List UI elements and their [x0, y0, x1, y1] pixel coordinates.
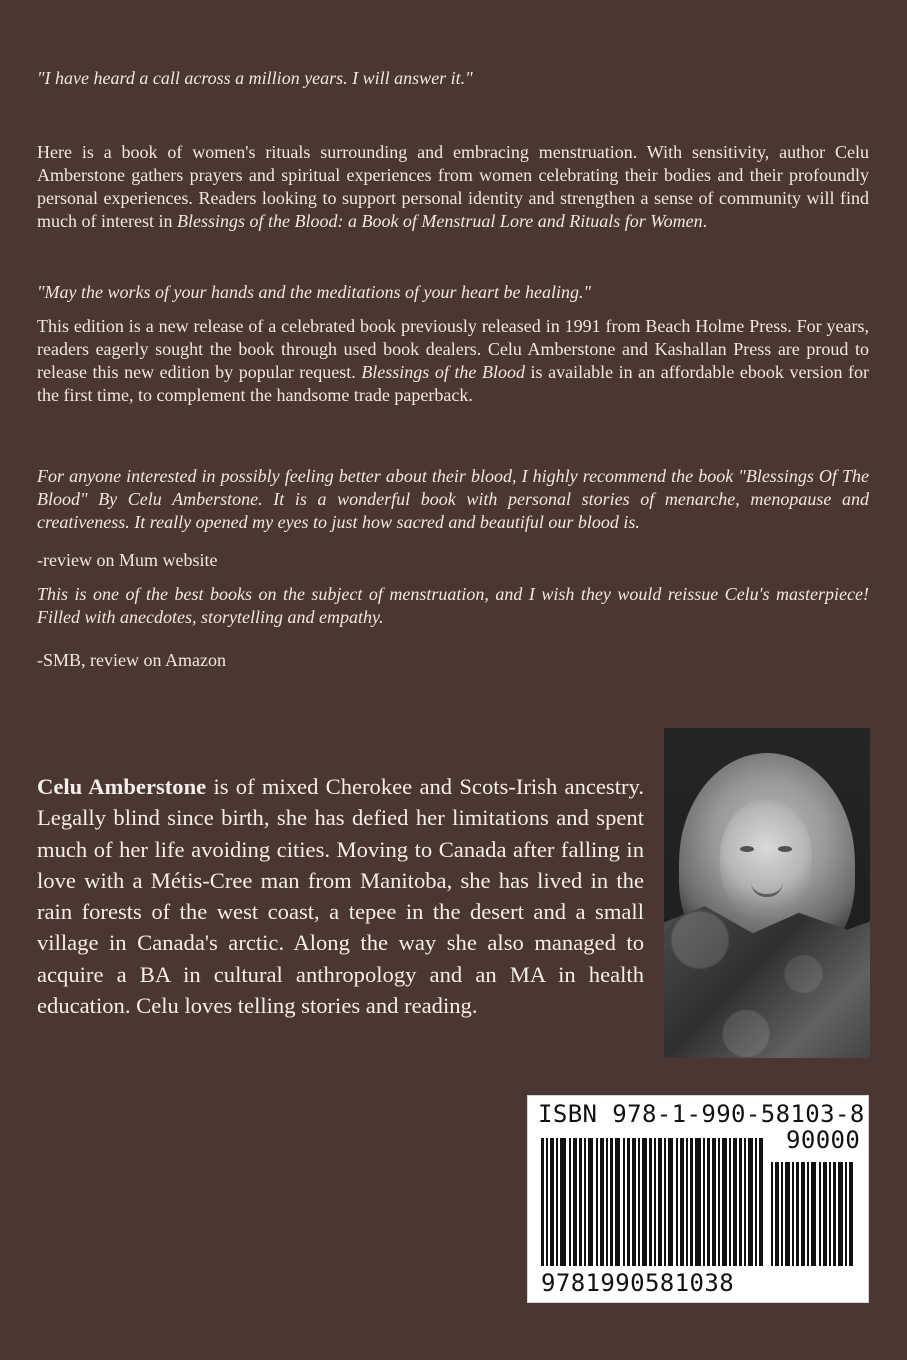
book-description-title: Blessings of the Blood: a Book of Menstrual Lore and Rituals for Women [176, 211, 703, 231]
review-2: This is one of the best books on the subject of menstruation, and I wish they would reissue Celu's masterpiece! Filled with anecdotes, storytelling and empathy. [37, 584, 869, 627]
author-bio [37, 771, 644, 1021]
author-photo-eye-left [740, 846, 754, 852]
edition-note [37, 315, 869, 407]
book-description [37, 141, 869, 233]
book-description-start: Here is a book of women's rituals surrounding and embracing menstruation. With sensitivity, author Celu Amberstone gathers prayers and spiritual experiences from women celebrating their bodies and their profoundly personal experiences. Readers looking to support personal identity and strengthen a sense of community will find much of interest in [37, 142, 869, 231]
author-bio-text: is of mixed Cherokee and Scots-Irish ancestry. Legally blind since birth, she has defied her limitations and spent much of her life avoiding cities. Moving to Canada after falling in love with a Métis-Cree man from Manitoba, she has lived in the rain forests of the west coast, a tepee in the desert and a small village in Canada's arctic. Along the way she also managed to acquire a BA in cultural anthropology and an MA in health education. Celu loves telling stories and reading. [37, 774, 644, 1019]
author-photo-scarf [664, 906, 870, 1058]
author-photo-eye-right [778, 846, 792, 852]
isbn-label: ISBN 978-1-990-58103-8 [538, 1100, 865, 1128]
edition-note-title: Blessings of the Blood [361, 362, 525, 382]
isbn-barcode [527, 1095, 869, 1303]
second-quote: "May the works of your hands and the meditations of your heart be healing." [37, 282, 592, 302]
edition-note-end: is available in an affordable ebook version for the first time, to complement the handsome trade paperback. [37, 362, 869, 405]
review-1-source: -review on Mum website [37, 550, 218, 570]
author-photo-eyes [740, 846, 792, 856]
price-code: 90000 [786, 1126, 861, 1154]
opening-quote: "I have heard a call across a million years. I will answer it." [37, 68, 473, 88]
review-2-source: -SMB, review on Amazon [37, 650, 226, 670]
author-photo-face [720, 800, 812, 918]
review-1: For anyone interested in possibly feeling better about their blood, I highly recommend the book "Blessings Of The Blood" By Celu Amberstone. It is a wonderful book with personal stories of menarche, menopause and creativeness. It really opened my eyes to just how sacred and beautiful our blood is. [37, 466, 869, 532]
book-description-end: . [702, 211, 708, 231]
edition-note-start: This edition is a new release of a celebrated book previously released in 1991 from Beach Holme Press. For years, readers eagerly sought the book through used book dealers. Celu Amberstone and Kashallan Press are proud to release this new edition by popular request. [37, 316, 869, 382]
author-photo [664, 728, 870, 1058]
barcode-icon [539, 1132, 861, 1270]
barcode-digits: 9781990581038 [541, 1269, 735, 1297]
author-name: Celu Amberstone [37, 774, 207, 799]
